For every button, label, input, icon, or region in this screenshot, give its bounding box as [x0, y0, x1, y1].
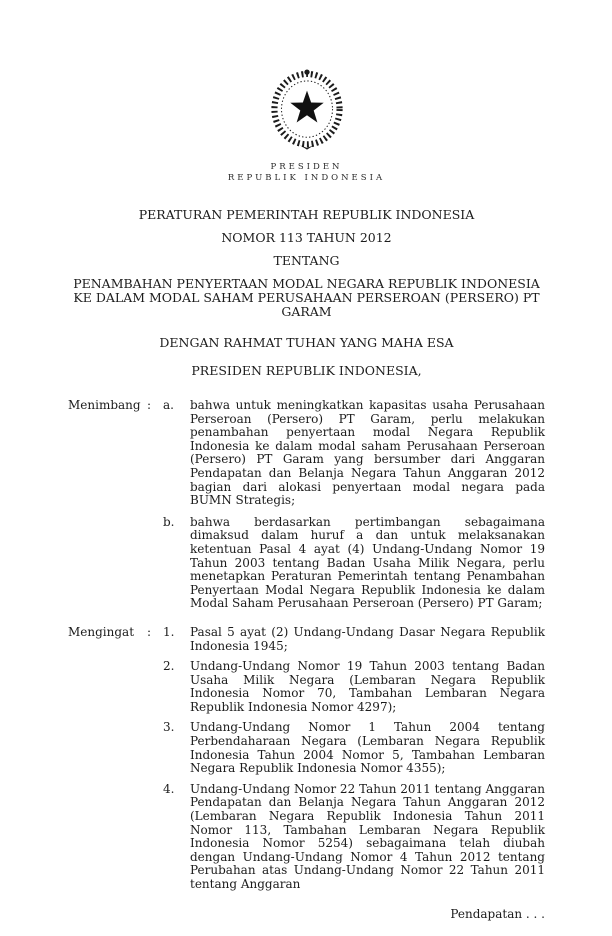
- presidential-seal-icon: [263, 66, 351, 154]
- item-text: bahwa untuk meningkatkan kapasitas usaha Perusahaan Perseroan (Persero) PT Garam, perlu melakukan penambahan penyertaan modal Negara Republik Indonesia ke dalam modal saham Perusahaan Perseroan (Persero) PT Garam yang bersumber dari Anggaran Pendapatan dan Belanja Negara Tahun Anggaran 2012 bagian dari alokasi penyertaan modal negara pada BUMN Strategis;: [190, 398, 545, 508]
- item-text: Pasal 5 ayat (2) Undang-Undang Dasar Negara Republik Indonesia 1945;: [190, 624, 545, 653]
- regulation-title: PERATURAN PEMERINTAH REPUBLIK INDONESIA: [138, 207, 475, 222]
- spacer-label: [68, 660, 147, 714]
- item-text: Undang-Undang Nomor 1 Tahun 2004 tentang Perbendaharaan Negara (Lembaran Negara Republik Indonesia Tahun 2004 Nomor 5, Tambahan Lembaran Negara Republik Indonesia Nomor 4355);: [190, 720, 545, 776]
- mengingat-label: Mengingat: [68, 624, 135, 639]
- item-marker: 1.: [163, 624, 175, 639]
- item-text: Undang-Undang Nomor 22 Tahun 2011 tentang Anggaran Pendapatan dan Belanja Negara Tahun Anggaran 2012 (Lembaran Negara Republik Indonesia Tahun 2011 Nomor 113, Tambahan Lembaran Negara Republik Indonesia Nomor 5254) sebagaimana telah diubah dengan Undang-Undang Nomor 4 Tahun 2012 tentang Perubahan atas Undang-Undang Nomor 22 Tahun 2011 tentang Anggaran: [190, 781, 545, 891]
- spacer-colon: [147, 721, 163, 775]
- page-catchword: Pendapatan . . .: [450, 906, 545, 921]
- item-marker: b.: [163, 514, 175, 529]
- menimbang-label: Menimbang: [68, 398, 141, 412]
- item-text: bahwa berdasarkan pertimbangan sebagaimana dimaksud dalam huruf a dan untuk melaksanakan ketentuan Pasal 4 ayat (4) Undang-Undang Nomor 19 Tahun 2003 tentang Badan Usaha Milik Negara, perlu menetapkan Peraturan Pemerintah tentang Penambahan Penyertaan Modal Negara Republik Indonesia ke dalam Modal Saham Perusahaan Perseroan (Persero) PT Garam;: [190, 514, 545, 611]
- item-marker: 3.: [163, 720, 175, 735]
- mengingat-item-4: [68, 783, 545, 892]
- regulation-subject: PENAMBAHAN PENYERTAAN MODAL NEGARA REPUBLIK INDONESIA KE DALAM MODAL SAHAM PERUSAHAAN PERSEROAN (PERSERO) PT GARAM: [73, 276, 540, 319]
- mengingat-item-1: [68, 626, 545, 653]
- tentang-label: TENTANG: [273, 253, 340, 268]
- letterhead-line2: REPUBLIK INDONESIA: [227, 173, 386, 183]
- menimbang-item-b: [68, 516, 545, 611]
- seal-area: [68, 0, 545, 184]
- mengingat-colon: :: [147, 624, 152, 639]
- invocation-line: DENGAN RAHMAT TUHAN YANG MAHA ESA: [159, 335, 454, 350]
- authority-line: PRESIDEN REPUBLIK INDONESIA,: [191, 363, 422, 378]
- item-text: Undang-Undang Nomor 19 Tahun 2003 tentang Badan Usaha Milik Negara (Lembaran Negara Republik Indonesia Nomor 70, Tambahan Lembaran Negara Republik Indonesia Nomor 4297);: [190, 659, 545, 714]
- letterhead-line1: PRESIDEN: [270, 162, 343, 172]
- mengingat-item-2: [68, 660, 545, 714]
- spacer-label: [68, 783, 147, 892]
- spacer-colon: [147, 660, 163, 714]
- letterhead: [68, 162, 545, 184]
- menimbang-item-a: [68, 399, 545, 508]
- mengingat-item-3: [68, 721, 545, 775]
- item-marker: 2.: [163, 659, 175, 674]
- menimbang-section: [68, 399, 545, 611]
- spacer-label: [68, 516, 147, 611]
- item-marker: a.: [163, 398, 174, 412]
- menimbang-colon: :: [147, 398, 152, 412]
- title-block: [68, 208, 545, 378]
- spacer-colon: [147, 516, 163, 611]
- regulation-number: NOMOR 113 TAHUN 2012: [221, 230, 392, 245]
- item-marker: 4.: [163, 781, 175, 796]
- spacer-label: [68, 721, 147, 775]
- mengingat-section: [68, 626, 545, 892]
- document-body: [68, 399, 545, 921]
- spacer-colon: [147, 783, 163, 892]
